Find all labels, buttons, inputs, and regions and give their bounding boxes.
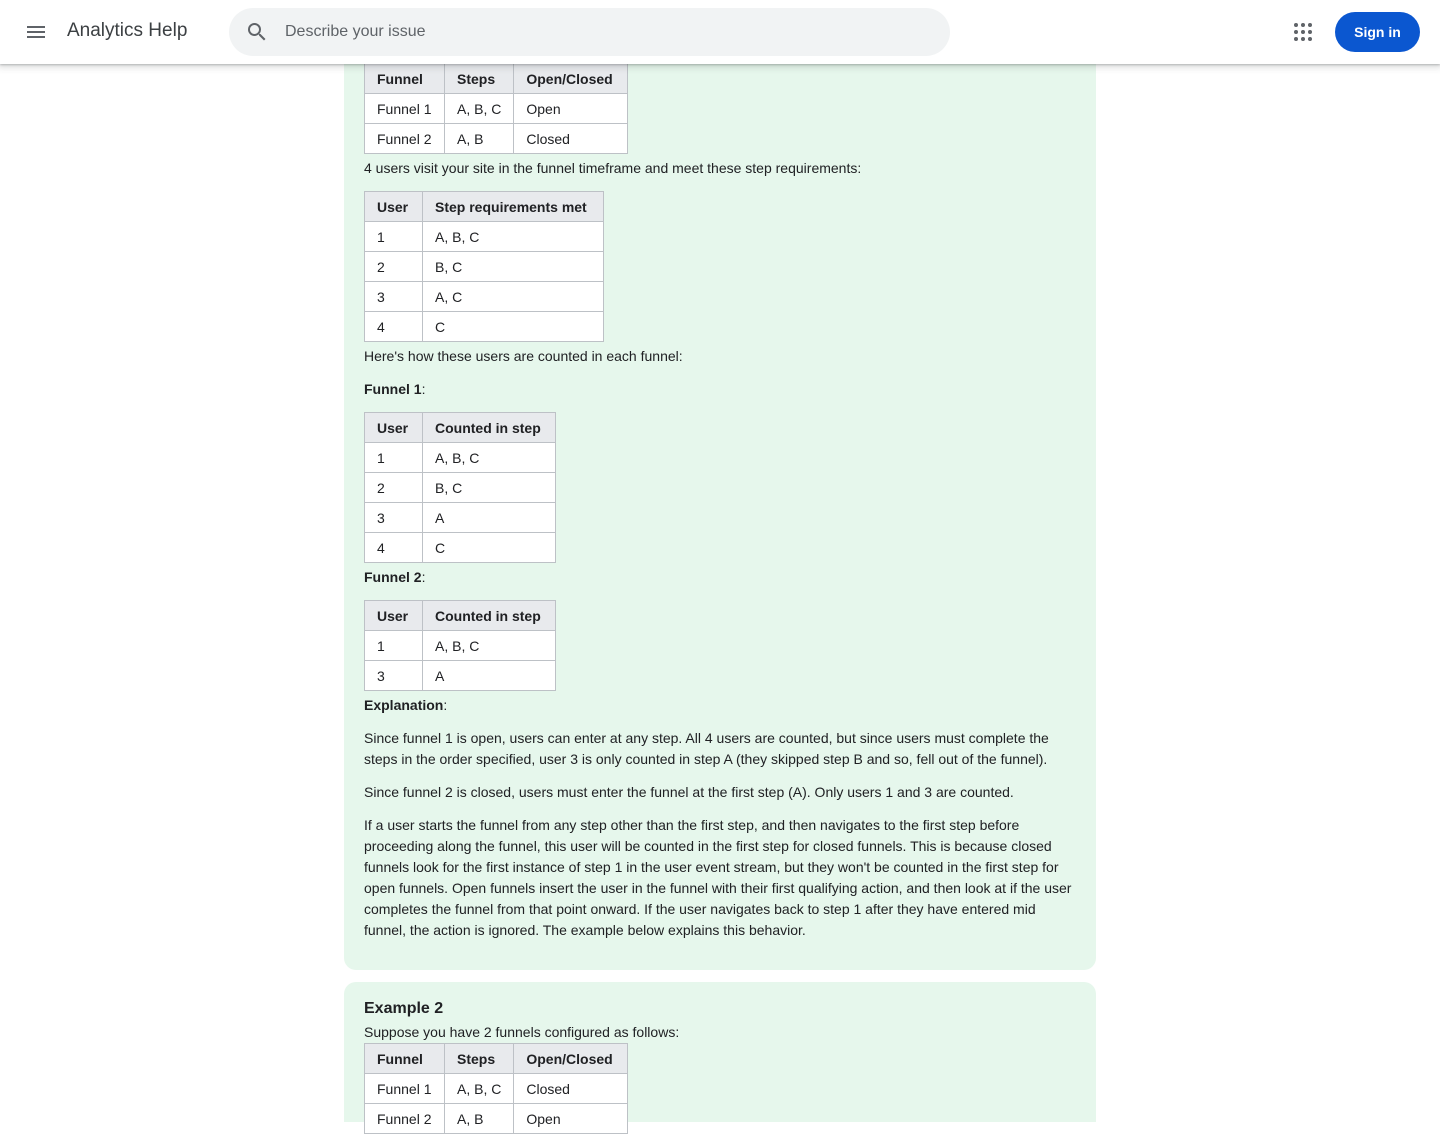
table-cell: Funnel 1 — [365, 1074, 445, 1104]
column-header: User — [365, 192, 423, 222]
table-cell: 1 — [365, 631, 423, 661]
explanation-heading — [364, 695, 1080, 716]
example-2-funnels-table — [364, 1043, 628, 1134]
column-header: Counted in step — [423, 601, 556, 631]
table-cell: Funnel 2 — [365, 1104, 445, 1134]
table-row — [365, 252, 604, 282]
table-header-row — [365, 413, 556, 443]
table-row — [365, 124, 628, 154]
funnel-2-table — [364, 600, 556, 691]
table-row — [365, 312, 604, 342]
table-row — [365, 1074, 628, 1104]
funnel-2-heading — [364, 567, 1080, 588]
table-cell: 4 — [365, 533, 423, 563]
table-row — [365, 282, 604, 312]
table-header-row — [365, 192, 604, 222]
funnel-1-table — [364, 412, 556, 563]
search-input[interactable] — [285, 8, 925, 56]
users-intro-text: 4 users visit your site in the funnel timeframe and meet these step requirements: — [364, 160, 862, 176]
table-header-row — [365, 601, 556, 631]
funnel-2-label: Funnel 2 — [364, 569, 422, 585]
table-cell: C — [423, 533, 556, 563]
column-header: User — [365, 413, 423, 443]
colon: : — [421, 569, 426, 585]
hamburger-menu-icon — [24, 20, 48, 44]
funnel-1-label: Funnel 1 — [364, 381, 422, 397]
table-row — [365, 1104, 628, 1134]
table-cell: 4 — [365, 312, 423, 342]
apps-grid-icon — [1291, 20, 1315, 44]
table-cell: Open — [514, 94, 628, 124]
column-header: Step requirements met — [423, 192, 604, 222]
table-cell: A, B — [445, 124, 514, 154]
google-apps-button[interactable] — [1283, 12, 1323, 52]
user-steps-table — [364, 191, 604, 342]
funnels-config-table — [364, 63, 628, 154]
table-cell: 3 — [365, 282, 423, 312]
explanation-paragraph-2: Since funnel 2 is closed, users must enter the funnel at the first step (A). Only users 1 and 3 are counted. — [364, 784, 1014, 800]
table-cell: 3 — [365, 661, 423, 691]
sign-in-button[interactable]: Sign in — [1335, 12, 1420, 52]
example-2-title: Example 2 — [364, 1000, 444, 1017]
column-header: Open/Closed — [514, 64, 628, 94]
table-cell: 1 — [365, 222, 423, 252]
table-row — [365, 533, 556, 563]
table-header-row — [365, 64, 628, 94]
explanation-paragraph-3: If a user starts the funnel from any step other than the first step, and then navigates to the first step before proceeding along the funnel, this user will be counted in the first step for closed funnels. This is because closed funnels look for the first instance of step 1 in the user event stream, but they won't be counted in the first step for open funnels. Open funnels insert the user in the funnel with their first qualifying action, and then look at if the user completes the funnel from that point onward. If the user navigates back to step 1 after they have entered mid funnel, the action is ignored. The example below explains this behavior. — [364, 817, 1072, 938]
table-cell: Funnel 2 — [365, 124, 445, 154]
table-row — [365, 473, 556, 503]
search-icon[interactable] — [245, 20, 269, 44]
table-cell: A, B — [445, 1104, 514, 1134]
example-2-intro: Suppose you have 2 funnels configured as follows: — [364, 1024, 680, 1040]
table-cell: C — [423, 312, 604, 342]
table-cell: A, B, C — [423, 443, 556, 473]
column-header: Counted in step — [423, 413, 556, 443]
table-cell: A — [423, 661, 556, 691]
column-header: Steps — [445, 1044, 514, 1074]
column-header: User — [365, 601, 423, 631]
column-header: Funnel — [365, 64, 445, 94]
table-cell: A, B, C — [423, 222, 604, 252]
table-cell: 2 — [365, 252, 423, 282]
column-header: Funnel — [365, 1044, 445, 1074]
table-header-row — [365, 1044, 628, 1074]
table-cell: A, B, C — [423, 631, 556, 661]
table-cell: B, C — [423, 252, 604, 282]
colon: : — [443, 697, 448, 713]
table-cell: 3 — [365, 503, 423, 533]
column-header: Open/Closed — [514, 1044, 628, 1074]
table-row — [365, 222, 604, 252]
counted-intro-text: Here's how these users are counted in each funnel: — [364, 348, 683, 364]
table-row — [365, 661, 556, 691]
main-menu-button[interactable] — [16, 12, 56, 52]
table-cell: 2 — [365, 473, 423, 503]
table-cell: A, B, C — [445, 1074, 514, 1104]
table-row — [365, 503, 556, 533]
table-cell: Funnel 1 — [365, 94, 445, 124]
funnel-1-heading — [364, 379, 1080, 400]
top-app-bar — [0, 0, 1440, 64]
explanation-label: Explanation — [364, 697, 444, 713]
colon: : — [421, 381, 426, 397]
table-cell: B, C — [423, 473, 556, 503]
column-header: Steps — [445, 64, 514, 94]
table-row — [365, 631, 556, 661]
table-cell: 1 — [365, 443, 423, 473]
product-title[interactable]: Analytics Help — [67, 20, 188, 41]
table-row — [365, 94, 628, 124]
table-cell: A — [423, 503, 556, 533]
table-cell: Open — [514, 1104, 628, 1134]
table-cell: A, B, C — [445, 94, 514, 124]
explanation-paragraph-1: Since funnel 1 is open, users can enter at any step. All 4 users are counted, but since users must complete the steps in the order specified, user 3 is only counted in step A (they skipped step B and so, fell out of the funnel). — [364, 730, 1049, 767]
table-row — [365, 443, 556, 473]
search-bar — [229, 8, 950, 56]
table-cell: A, C — [423, 282, 604, 312]
table-cell: Closed — [514, 124, 628, 154]
table-cell: Closed — [514, 1074, 628, 1104]
